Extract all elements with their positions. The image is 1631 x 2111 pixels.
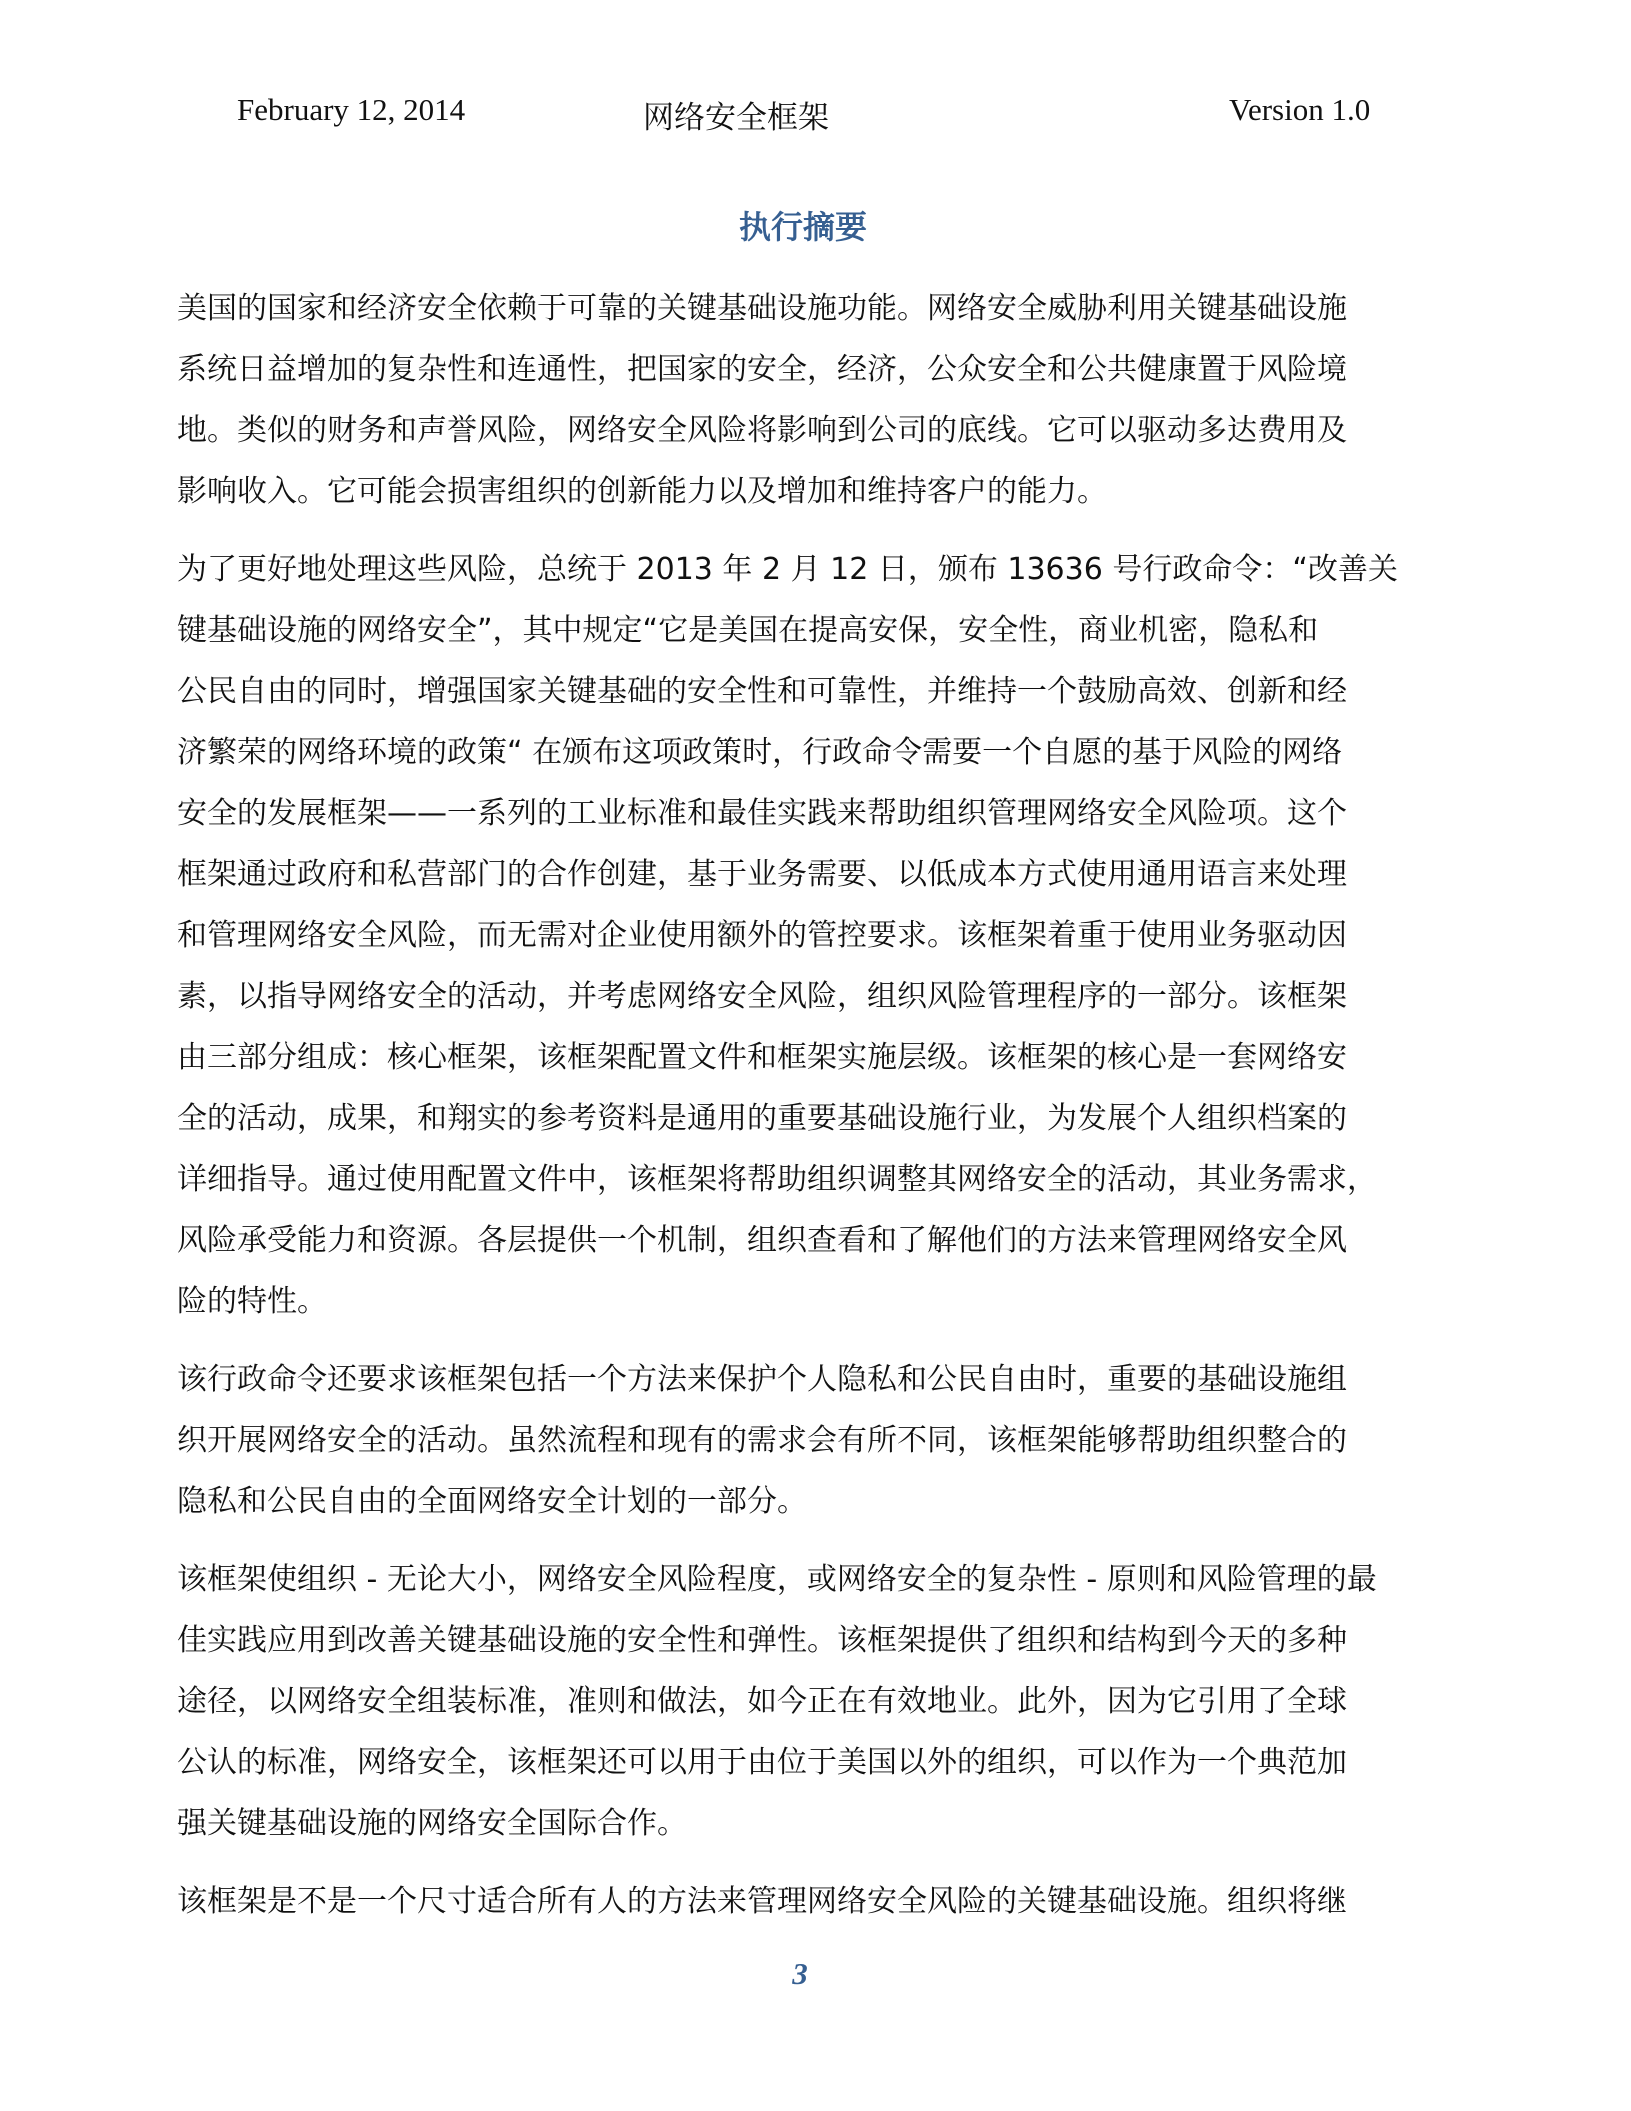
text-line: 和管理网络安全风险，而无需对企业使用额外的管控要求。该框架着重于使用业务驱动因 — [177, 918, 1347, 953]
text-line: 风险承受能力和资源。各层提供一个机制，组织查看和了解他们的方法来管理网络安全风 — [177, 1223, 1347, 1258]
text-line: 途径，以网络安全组装标准，准则和做法，如今正在有效地业。此外，因为它引用了全球 — [177, 1684, 1347, 1719]
text-line: 系统日益增加的复杂性和连通性，把国家的安全，经济，公众安全和公共健康置于风险境 — [177, 352, 1347, 387]
text-line: 公认的标准，网络安全，该框架还可以用于由位于美国以外的组织，可以作为一个典范加 — [177, 1745, 1347, 1780]
section-title: 执行摘要 — [738, 208, 867, 246]
text-line: 险的特性。 — [177, 1284, 327, 1319]
text-line: 详细指导。通过使用配置文件中，该框架将帮助组织调整其网络安全的活动，其业务需求， — [177, 1162, 1377, 1197]
text-line: 佳实践应用到改善关键基础设施的安全性和弹性。该框架提供了组织和结构到今天的多种 — [177, 1623, 1347, 1658]
text-line: 美国的国家和经济安全依赖于可靠的关键基础设施功能。网络安全威胁利用关键基础设施 — [177, 291, 1347, 326]
paragraph — [177, 1549, 1477, 1854]
paragraph — [177, 539, 1477, 1332]
text-line: 该框架使组织 - 无论大小，网络安全风险程度，或网络安全的复杂性 - 原则和风险管理的最 — [177, 1562, 1377, 1597]
text-line: 该框架是不是一个尺寸适合所有人的方法来管理网络安全风险的关键基础设施。组织将继 — [177, 1884, 1347, 1919]
paragraph — [177, 1349, 1477, 1532]
text-line: 全的活动，成果，和翔实的参考资料是通用的重要基础设施行业，为发展个人组织档案的 — [177, 1101, 1347, 1136]
header-version: Version 1.0 — [1229, 92, 1371, 127]
header-title: 网络安全框架 — [643, 100, 829, 135]
text-line: 公民自由的同时，增强国家关键基础的安全性和可靠性，并维持一个鼓励高效、创新和经 — [177, 674, 1347, 709]
text-line: 影响收入。它可能会损害组织的创新能力以及增加和维持客户的能力。 — [177, 474, 1107, 509]
document-body — [177, 278, 1477, 1949]
text-line: 地。类似的财务和声誉风险，网络安全风险将影响到公司的底线。它可以驱动多达费用及 — [177, 413, 1347, 448]
text-line: 强关键基础设施的网络安全国际合作。 — [177, 1806, 687, 1841]
paragraph — [177, 1871, 1477, 1932]
text-line: 键基础设施的网络安全”，其中规定“它是美国在提高安保，安全性，商业机密，隐私和 — [177, 613, 1319, 648]
text-line: 素，以指导网络安全的活动，并考虑网络安全风险，组织风险管理程序的一部分。该框架 — [177, 979, 1347, 1014]
text-line: 框架通过政府和私营部门的合作创建，基于业务需要、以低成本方式使用通用语言来处理 — [177, 857, 1347, 892]
text-line: 该行政命令还要求该框架包括一个方法来保护个人隐私和公民自由时，重要的基础设施组 — [177, 1362, 1347, 1397]
text-line: 织开展网络安全的活动。虽然流程和现有的需求会有所不同，该框架能够帮助组织整合的 — [177, 1423, 1347, 1458]
paragraph — [177, 278, 1477, 522]
text-line: 安全的发展框架——一系列的工业标准和最佳实践来帮助组织管理网络安全风险项。这个 — [177, 796, 1347, 831]
text-line: 隐私和公民自由的全面网络安全计划的一部分。 — [177, 1484, 807, 1519]
text-line: 为了更好地处理这些风险，总统于 2013 年 2 月 12 日，颁布 13636 号行政命令：“改善关 — [177, 552, 1398, 587]
text-line: 济繁荣的网络环境的政策“ 在颁布这项政策时，行政命令需要一个自愿的基于风险的网络 — [177, 735, 1343, 770]
text-line: 由三部分组成：核心框架，该框架配置文件和框架实施层级。该框架的核心是一套网络安 — [177, 1040, 1347, 1075]
header-date: February 12, 2014 — [237, 92, 466, 127]
page-number: 3 — [792, 1956, 808, 1991]
